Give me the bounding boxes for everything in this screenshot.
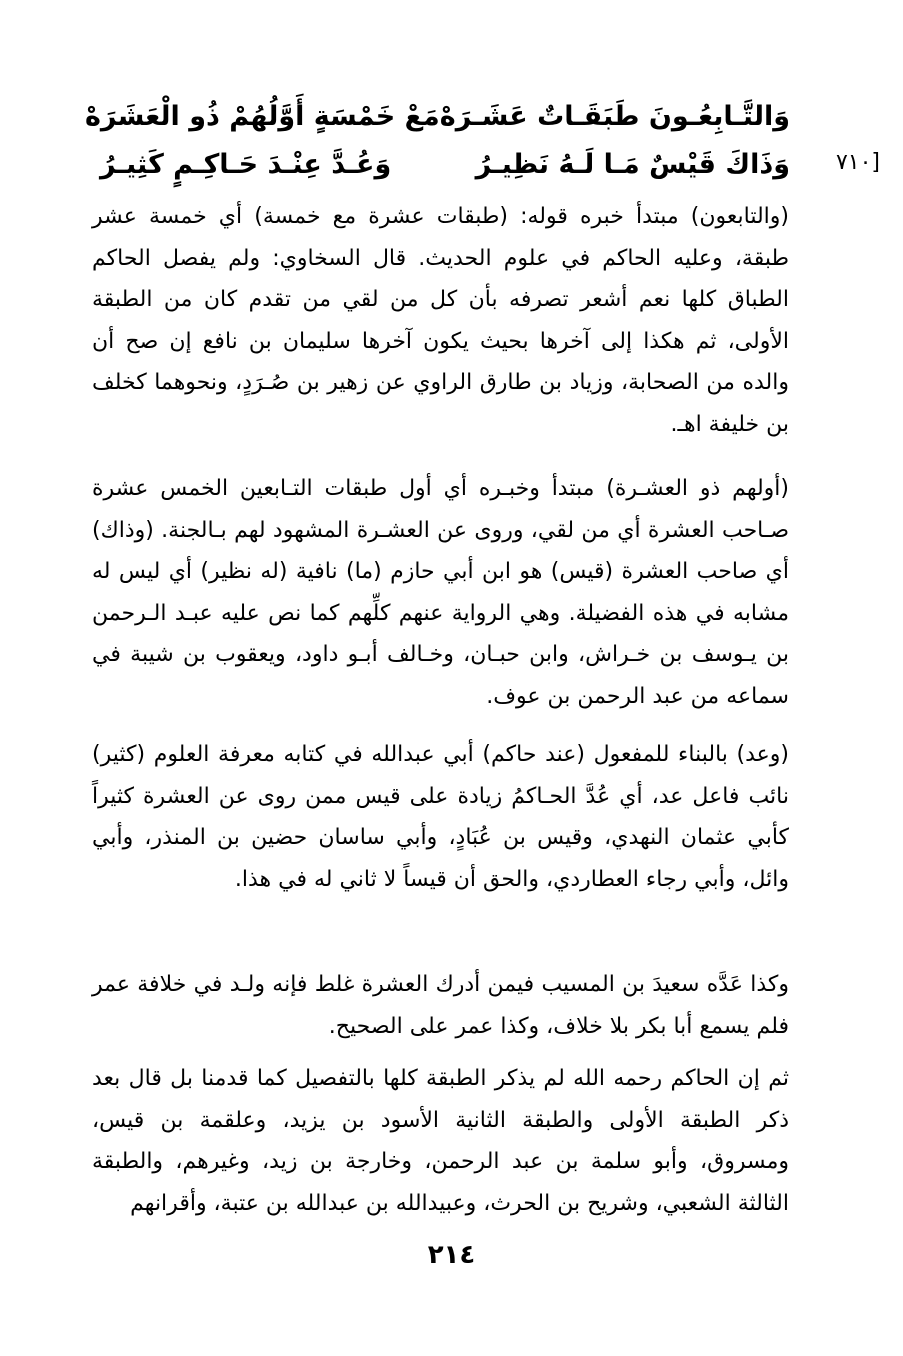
verse-number: [٧١٠ [835,150,880,175]
commentary-paragraph-2: (أولهم ذو العشـرة) مبتدأ وخبـره أي أول طبقات التـابعين الخمس عشرة صـاحب العشرة أي من لقي، وروى عن العشـرة المشهود لهم بـالجنة. (وذاك) أي صاحب العشرة (قيس) هو ابن أبي حازم (ما) نافية (له نظير) أي ليس له مشابه في هذه الفضيلة. وهي الرواية عنهم كلِّهم كما نص عليه عبـد الـرحمن بن يـوسف بن خـراش، وابن حبـان، وخـالف أبـو داود، ويعقوب بن شيبة في سماعه من عبد الرحمن بن عوف. [92,476,789,709]
commentary-paragraph-5: ثم إن الحاكم رحمه الله لم يذكر الطبقة كلها بالتفصيل كما قدمنا بل قال بعد ذكر الطبقة الأولى والطبقة الثانية الأسود بن يزيد، وعلقمة بن قيس، ومسروق، وأبو سلمة بن عبد الرحمن، وخارجة بن زيد، وغيرهم، والطبقة الثالثة الشعبي، وشريح بن الحرث، وعبيدالله بن عبدالله بن عتبة، وأقرانهم [92,1066,789,1216]
commentary-paragraph-4: وكذا عَدَّه سعيدَ بن المسيب فيمن أدرك العشرة غلط فإنه ولـد في خلافة عمر فلم يسمع أبا بكر بلا خلاف، وكذا عمر على الصحيح. [92,972,789,1039]
verse-1-first-hemistich: وَالتَّـابِعُـونَ طَبَقَـاتٌ عَشَـرَهْ [439,100,790,132]
verse-2-first-hemistich: وَذَاكَ قَيْسٌ مَـا لَـهُ نَظِيـرُ [475,148,790,180]
verse-line-2 [100,140,790,188]
commentary-paragraph-3: (وعد) بالبناء للمفعول (عند حاكم) أبي عبدالله في كتابه معرفة العلوم (كثير) نائب فاعل عد، أي عُدَّ الحـاكمُ زيادة على قيس ممن روى عن العشرة كثيراً كأبي عثمان النهدي، وقيس بن عُبَادٍ، وأبي ساسان حضين بن المنذر، وأبي وائل، وأبي رجاء العطاردي، والحق أن قيساً لا ثاني له في هذا. [92,742,789,892]
commentary-paragraph-1: (والتابعون) مبتدأ خبره قوله: (طبقات عشرة مع خمسة) أي خمسة عشر طبقة، وعليه الحاكم في علوم الحديث. قال السخاوي: ولم يفصل الحاكم الطباق كلها نعم أشعر تصرفه بأن كل من لقي من تقدم كان من الطبقة الأولى، ثم هكذا إلى آخرها بحيث يكون آخرها سليمان بن نافع إن صح أن والده من الصحابة، وزياد بن طارق الراوي عن زهير بن صُـرَدٍ، ونحوهما كخلف بن خليفة اهـ. [92,204,789,437]
page-number: ٢١٤ [427,1240,476,1270]
verse-1-second-hemistich: مَعْ خَمْسَةٍ أَوَّلُهُمْ ذُو الْعَشَرَهْ [84,100,440,132]
verse-2-second-hemistich: وَعُـدَّ عِنْـدَ حَـاكِـمٍ كَثِيـرُ [100,148,392,180]
verse-line-1 [84,92,790,140]
